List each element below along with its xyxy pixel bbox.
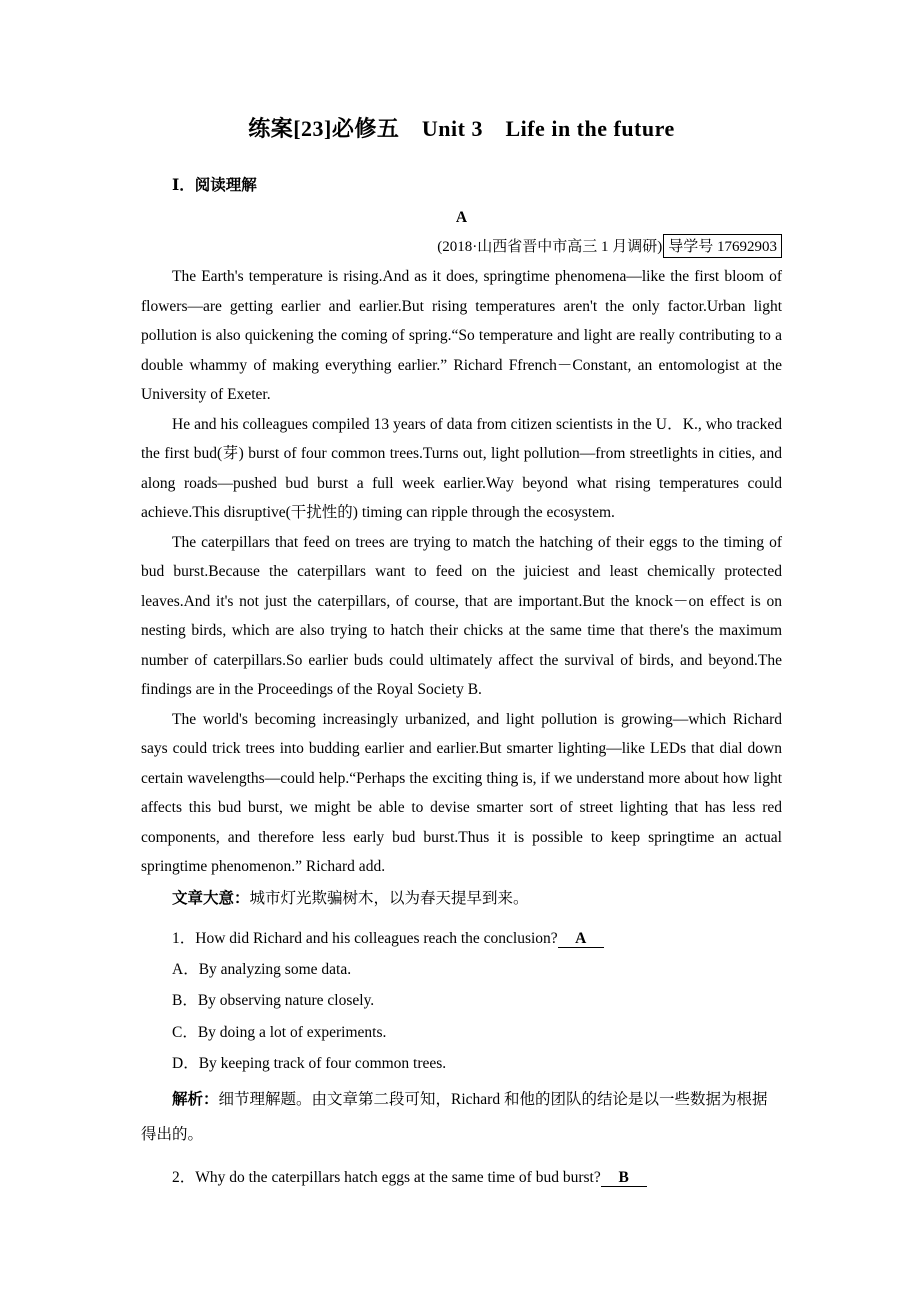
question-stem (141, 1162, 782, 1193)
daoxuehao-badge: 导学号 17692903 (663, 234, 782, 258)
page-title: 练案[23]必修五 Unit 3 Life in the future (248, 116, 675, 141)
section-heading: Ⅰ．阅读理解 (172, 177, 257, 194)
passage-paragraph: The caterpillars that feed on trees are trying to match the hatching of their eggs to the timing of bud burst.Because the caterpillars want to feed on the juiciest and least chemically protected leaves.And it's not just the caterpillars, of course, that are important.But the knock－on effect is on nesting birds, which are also trying to hatch their chicks at the same time that there's the maximum number of caterpillars.So earlier buds could ultimately affect the survival of birds, and beyond.The findings are in the Proceedings of the Royal Society B. (141, 533, 782, 698)
question-stem-text: 2．Why do the caterpillars hatch eggs at the same time of bud burst? (172, 1168, 601, 1186)
answer-blank: B (601, 1169, 647, 1188)
question-stem (141, 923, 782, 954)
analysis (141, 1082, 782, 1153)
option-b: B．By observing nature closely. (172, 992, 375, 1009)
passage-label: A (455, 209, 468, 226)
option-d: D．By keeping track of four common trees. (172, 1055, 447, 1072)
analysis-text: 细节理解题。由文章第二段可知，Richard 和他的团队的结论是以一些数据为根据得出的。 (141, 1090, 768, 1143)
answer-blank: A (558, 930, 604, 949)
source-text: (2018·山西省晋中市高三 1 月调研) (437, 239, 663, 255)
reading-passage (141, 262, 782, 882)
question-2 (141, 1162, 782, 1193)
question-1 (141, 923, 782, 1153)
question-stem-text: 1．How did Richard and his colleagues reach the conclusion? (172, 929, 558, 947)
summary-text: 城市灯光欺骗树木，以为春天提早到来。 (249, 889, 529, 907)
analysis-label: 解析： (172, 1090, 219, 1108)
option-a: A．By analyzing some data. (172, 960, 352, 978)
passage-paragraph: The Earth's temperature is rising.And as it does, springtime phenomena—like the first bloom of flowers—are getting earlier and earlier.But rising temperatures aren't the only factor.Urban light pollution is also quickening the coming of spring.“So temperature and light are really contributing to a double whammy of making everything earlier.” Richard Ffrench－Constant, an entomologist at the University of Exeter. (141, 268, 782, 403)
passage-summary (141, 884, 782, 914)
passage-paragraph: He and his colleagues compiled 13 years of data from citizen scientists in the U．K., who tracked the first bud(芽) burst of four common trees.Turns out, light pollution—from streetlights in cities, and along roads—pushed bud burst a full week earlier.Way beyond what rising temperatures could achieve.This disruptive(干扰性的) timing can ripple through the ecosystem. (141, 415, 782, 521)
source-line (141, 234, 782, 258)
passage-paragraph: The world's becoming increasingly urbanized, and light pollution is growing—which Richard says could trick trees into budding earlier and earlier.But smarter lighting—like LEDs that dial down certain wavelengths—could help.“Perhaps the exciting thing is, if we understand more about how light affects this bud burst, we might be able to devise smarter sort of street lighting that has less red components, and therefore less early bud burst.Thus it is possible to keep springtime an actual springtime phenomenon.” Richard add. (141, 710, 782, 875)
option-c: C．By doing a lot of experiments. (172, 1023, 387, 1041)
summary-label: 文章大意： (172, 889, 250, 907)
